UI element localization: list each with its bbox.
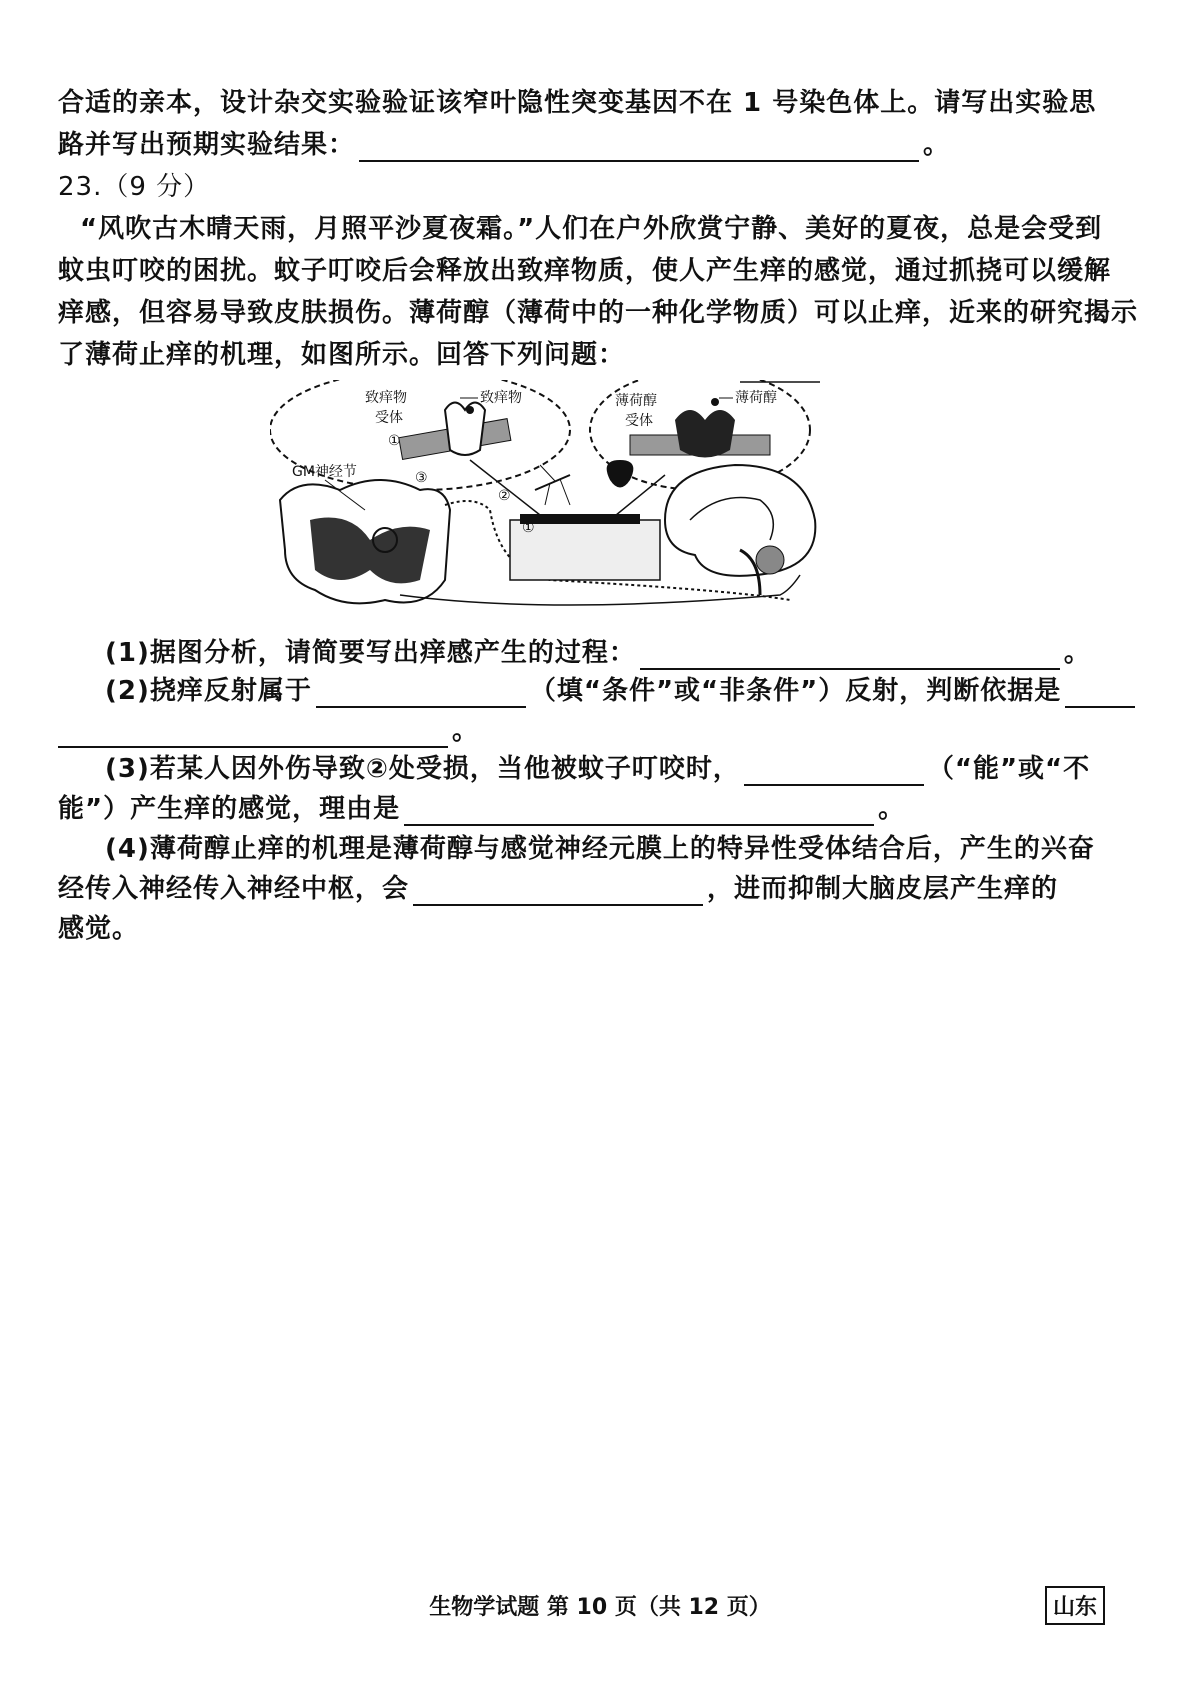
paragraph-line-2: 蚊虫叮咬的困扰。蚊子叮咬后会释放出致痒物质，使人产生痒的感觉，通过抓挠可以缓解 bbox=[58, 256, 1112, 286]
marker-circle-1b: ① bbox=[522, 520, 535, 536]
answer-blank-q2a[interactable] bbox=[316, 680, 526, 708]
marker-circle-3: ③ bbox=[415, 470, 428, 486]
text-line-2-label: 路并写出预期实验结果： bbox=[58, 130, 356, 160]
text-line-2 bbox=[58, 128, 950, 162]
answer-blank-q1[interactable] bbox=[640, 642, 1060, 670]
answer-blank-22[interactable] bbox=[359, 134, 919, 162]
question-4-end: 感觉。 bbox=[58, 914, 140, 944]
region-badge: 山东 bbox=[1045, 1586, 1105, 1625]
question-3-end: 。 bbox=[878, 794, 906, 824]
label-itch-receptor-b: 受体 bbox=[375, 410, 403, 426]
paragraph-line-1: “风吹古木晴天雨，月照平沙夏夜霜。”人们在户外欣赏宁静、美好的夏夜，总是会受到 bbox=[80, 214, 1103, 244]
question-4-text-c: ，进而抑制大脑皮层产生痒的 bbox=[707, 874, 1059, 904]
answer-blank-q2b[interactable] bbox=[1065, 680, 1135, 708]
paragraph-line-4: 了薄荷止痒的机理，如图所示。回答下列问题： bbox=[58, 340, 626, 370]
text-line-1: 合适的亲本，设计杂交实验验证该窄叶隐性突变基因不在 1 号染色体上。请写出实验思 bbox=[58, 88, 1097, 118]
brain-icon bbox=[665, 465, 815, 595]
question-3-text-b: （“能”或“不 bbox=[927, 754, 1091, 784]
answer-blank-q3a[interactable] bbox=[744, 758, 924, 786]
paragraph-line-3: 痒感，但容易导致皮肤损伤。薄荷醇（薄荷中的一种化学物质）可以止痒，近来的研究揭示 bbox=[58, 298, 1139, 328]
mosquito-icon bbox=[535, 465, 570, 505]
answer-blank-q4[interactable] bbox=[413, 878, 703, 906]
question-3-text-a: (3)若某人因外伤导致②处受损，当他被蚊子叮咬时， bbox=[105, 754, 740, 784]
question-2-text-b: （填“条件”或“非条件”）反射，判断依据是 bbox=[529, 676, 1062, 706]
marker-circle-2: ② bbox=[498, 488, 511, 504]
question-4-cont bbox=[58, 872, 1058, 906]
label-itch-substance: 致痒物 bbox=[480, 390, 522, 406]
text-line-2-end: 。 bbox=[923, 130, 951, 160]
spinal-cord-icon bbox=[280, 480, 450, 603]
question-2 bbox=[105, 674, 1139, 708]
question-2-end: 。 bbox=[452, 716, 480, 746]
question-2-cont bbox=[58, 714, 479, 748]
question-1-end: 。 bbox=[1063, 638, 1091, 668]
itch-mechanism-figure bbox=[270, 380, 920, 660]
question-2-text-a: (2)挠痒反射属于 bbox=[105, 676, 312, 706]
question-4-text-b: 经传入神经传入神经中枢，会 bbox=[58, 874, 410, 904]
label-gm-ganglion: GM神经节 bbox=[292, 464, 357, 480]
page-footer: 生物学试题 第 10 页（共 12 页） bbox=[429, 1595, 771, 1620]
label-itch-receptor: 致痒物 bbox=[365, 390, 407, 406]
question-3-text-c: 能”）产生痒的感觉，理由是 bbox=[58, 794, 401, 824]
membrane-left-icon bbox=[399, 403, 511, 460]
label-menthol-receptor: 薄荷醇 bbox=[615, 393, 657, 409]
question-1-text: (1)据图分析，请简要写出痒感产生的过程： bbox=[105, 638, 636, 668]
question-1 bbox=[105, 636, 1091, 670]
question-23-header: 23.（9 分） bbox=[58, 172, 211, 202]
question-3 bbox=[105, 752, 1090, 786]
answer-blank-q3b[interactable] bbox=[404, 798, 874, 826]
label-menthol: 薄荷醇 bbox=[735, 390, 777, 406]
label-menthol-receptor-b: 受体 bbox=[625, 413, 653, 429]
question-4: (4)薄荷醇止痒的机理是薄荷醇与感觉神经元膜上的特异性受体结合后，产生的兴奋 bbox=[105, 834, 1095, 864]
answer-blank-q2c[interactable] bbox=[58, 720, 448, 748]
marker-circle-1: ① bbox=[388, 433, 401, 449]
question-3-cont bbox=[58, 792, 905, 826]
mint-leaf-icon bbox=[607, 460, 634, 488]
